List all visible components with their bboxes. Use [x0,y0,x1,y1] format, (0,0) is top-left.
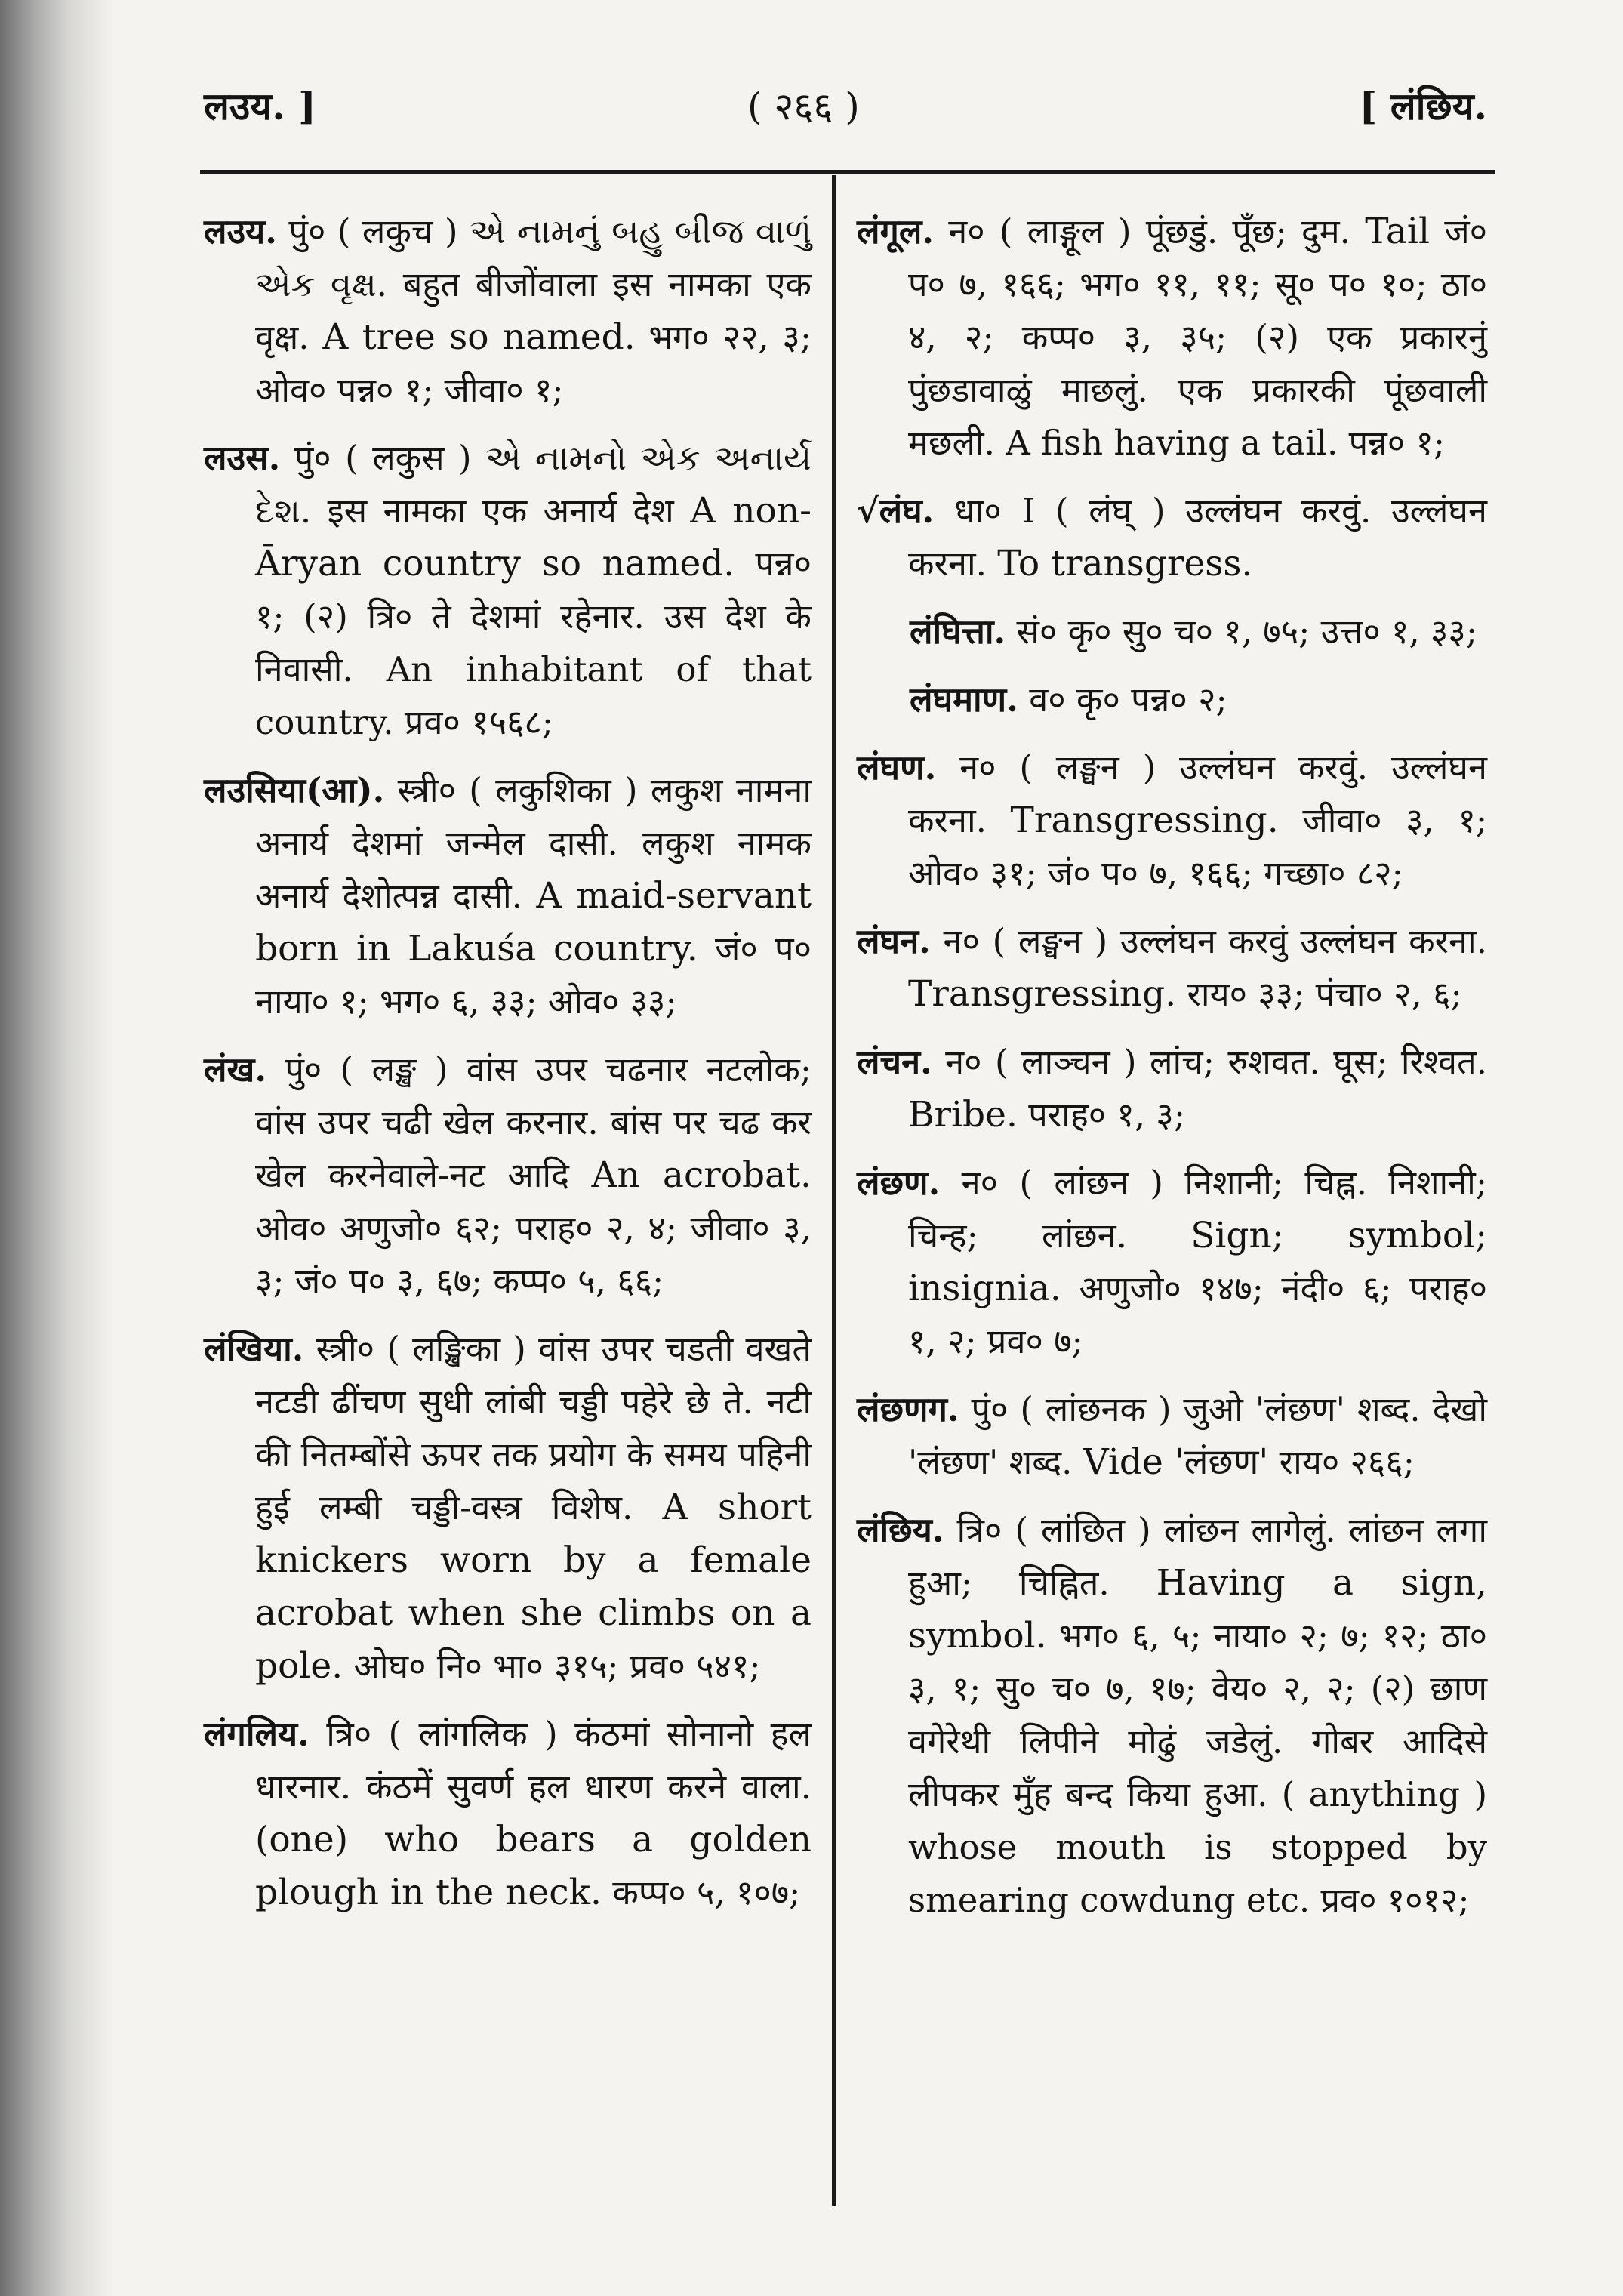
entry-gloss: व० कृ० पन्न० २; [1029,680,1227,720]
entry-gloss: धा० I ( लंघ् ) उल्लंघन करवुं. उल्लंघन करना. [908,491,1487,584]
entry-refs: राय० ३३; पंचा० २, ६; [1187,974,1462,1014]
entry-gloss: सं० कृ० सु० च० १, ७५; उत्त० १, ३३; [1016,612,1477,652]
entry-gloss: पुं० ( लङ्ख ) वांस उपर चढनार नटलोक; वांस उपर चढी खेल करनार. बांस पर चढ कर खेल करनेवाले-नट आदि [255,1049,812,1195]
dictionary-entry [204,764,812,1028]
entry-refs: जं० प० नाया० १; भग० ६, ३३; ओव० ३३; [255,929,812,1022]
entry-headword: लंखिया. [204,1329,304,1369]
entry-headword: लंछण. [857,1163,941,1203]
entry-refs: भग० ६, ५; नाया० २; ७; १२; ठा० ३, १; सु० च० ७, १७; वेय० २, २; (२) छाण वगेरेथी लिपीने मोढुं जडेलुं. गोबर आदिसे लीपकर मुँह बन्द किया हुआ. ( anything ) whose mouth is stopped by smearing cowdung etc. प्रव० १०१२; [908,1616,1487,1920]
entry-headword: लउय. [204,211,277,251]
entry-english: A short knickers worn by a female acrobat when she climbs on a pole. [255,1487,812,1687]
entry-gloss: न० ( लङ्घन ) उल्लंघन करवुं उल्लंघन करना. [943,921,1487,961]
entry-gloss: न० ( लाङ्गूल ) पूंछडुं. पूँछ; दुम. [948,211,1350,251]
dictionary-entry [204,1323,812,1693]
entry-headword: लंगलिय. [204,1714,310,1754]
entry-headword: लंछिय. [857,1510,944,1550]
entry-refs: राय० २६६; [1279,1442,1415,1482]
header-left-guideword: लउय. ] [204,84,316,128]
entry-gloss: त्रि० ( लांगलिक ) कंठमां सोनानो हल धारनार. कंठमें सुवर्ण हल धारण करने वाला. [255,1714,812,1807]
entry-refs: अणुजो० १४७; नंदी० ६; पराह० १, २; प्रव० ७; [908,1268,1488,1361]
entry-english: Tail [1365,211,1430,252]
entry-gloss: स्त्री० ( लकुशिका ) लकुश नामना अनार्य देशमां जन्मेल दासी. लकुश नामक अनार्य देशोत्पन्न दासी. [255,770,812,916]
dictionary-subentry [857,606,1487,658]
header-rule [200,170,1495,174]
dictionary-entry [857,1383,1487,1489]
entry-english: To transgress. [997,543,1253,584]
entry-headword: लउस. [204,438,281,478]
entry-english: An acrobat. [591,1154,812,1196]
entry-english: Transgressing. [1010,800,1279,841]
entry-gloss: पुं० ( लकुस ) એ નામનો એક અનાર્ય દેશ. इस नामका एक अनार्य देश [255,438,812,531]
entry-headword: लंचन. [857,1042,932,1082]
entry-refs: ओघ० नि० भा० ३१५; प्रव० ५४१; [353,1646,761,1686]
entry-refs: जं० प० ७, १६६; भग० ११, ११; सू० प० १०; ठा० ४, २; कप्प० ३, ३५; (२) एक प्रकारनुं पुंछडावाळुं माछलुं. एक प्रकारकी पूंछवाली मछली. A fish having a tail. पन्न० १; [908,211,1488,463]
entry-refs: ओव० अणुजो० ६२; पराह० २, ४; जीवा० ३, ३; जं० प० ३, ६७; कप्प० ५, ६६; [255,1208,812,1301]
entry-gloss: स्त्री० ( लङ्खिका ) वांस उपर चडती वखते नटडी ढींचण सुधी लांबी चड्डी पहेरे छे ते. नटी की नितम्बोंसे ऊपर तक प्रयोग के समय पहिनी हुई लम्बी चड्डी-वस्त्र विशेष. [255,1329,812,1527]
dictionary-subentry [857,673,1487,726]
column-divider [832,175,836,2206]
dictionary-entry [857,1036,1487,1142]
dictionary-entry [857,1504,1487,1927]
entry-headword: लंघमाण. [910,680,1018,720]
entry-english: A maid-servant born in Lakuśa country. [255,875,812,969]
entry-english: Having a sign, symbol. [908,1562,1487,1657]
entry-english: Transgressing. [908,973,1177,1015]
entry-headword: √लंघ. [857,491,935,531]
left-column [204,205,812,1934]
dictionary-entry [857,915,1487,1021]
dictionary-entry [204,1708,812,1919]
entry-refs: जीवा० ३, १; ओव० ३१; जं० प० ७, १६६; गच्छा० ८२; [908,800,1488,893]
entry-headword: लंघण. [857,747,937,787]
entry-gloss: न० ( लङ्घन ) उल्लंघन करवुं. उल्लंघन करना. [908,747,1487,840]
entry-english: Vide 'लंछण' [1083,1441,1269,1483]
dictionary-entry [204,432,812,749]
dictionary-entry [204,205,812,417]
header-right-guideword: [ लंछिय. [1359,84,1487,128]
entry-refs: भग० २२, ३; ओव० पन्न० १; जीवा० १; [255,317,812,410]
entry-gloss: त्रि० ( लांछित ) लांछन लागेलुं. लांछन लगा हुआ; चिह्नित. [908,1510,1487,1603]
entry-headword: लंगूल. [857,211,935,251]
dictionary-entry [857,1157,1487,1368]
entry-english: Sign; symbol; insignia. [908,1215,1487,1309]
entry-headword: लंख. [204,1049,266,1089]
entry-english: A non-Āryan country so named. [255,490,812,584]
entry-english: A tree so named. [322,316,636,358]
entry-gloss: पुं० ( लकुच ) એ નામનું બહુ બીજ વાળું એક વૃક્ષ. बहुत बीजोंवाला इस नामका एक वृक्ष. [255,211,812,357]
entry-headword: लउसिया(आ). [204,770,385,810]
entry-headword: लंघित्ता. [910,612,1006,652]
entry-headword: लंछणग. [857,1389,959,1429]
entry-english: Bribe. [908,1094,1018,1136]
dictionary-entry [857,741,1487,900]
entry-refs: पन्न० १; (२) त्रि० ते देशमां रहेनार. उस देश के निवासी. An inhabitant of that country. प्रव० १५६८; [255,544,812,742]
dictionary-entry [857,205,1487,470]
entry-refs: पराह० १, ३; [1028,1095,1185,1135]
book-binding-shadow [0,0,113,2296]
right-column [857,205,1487,1942]
entry-gloss: न० ( लांछन ) निशानी; चिह्न. निशानी; चिन्ह; लांछन. [908,1163,1487,1256]
dictionary-entry [857,485,1487,590]
entry-gloss: पुं० ( लांछनक ) जुओ 'लंछण' शब्द. देखो 'लंछण' शब्द. [908,1389,1487,1482]
page-number: ( २६६ ) [747,85,860,128]
dictionary-entry [204,1043,812,1308]
page-header [204,72,1487,140]
entry-refs: कप्प० ५, १०७; [612,1872,801,1912]
entry-english: (one) who bears a golden plough in the neck. [255,1819,812,1913]
entry-headword: लंघन. [857,921,931,961]
entry-gloss: न० ( लाञ्चन ) लांच; रुशवत. घूस; रिश्वत. [945,1042,1488,1082]
